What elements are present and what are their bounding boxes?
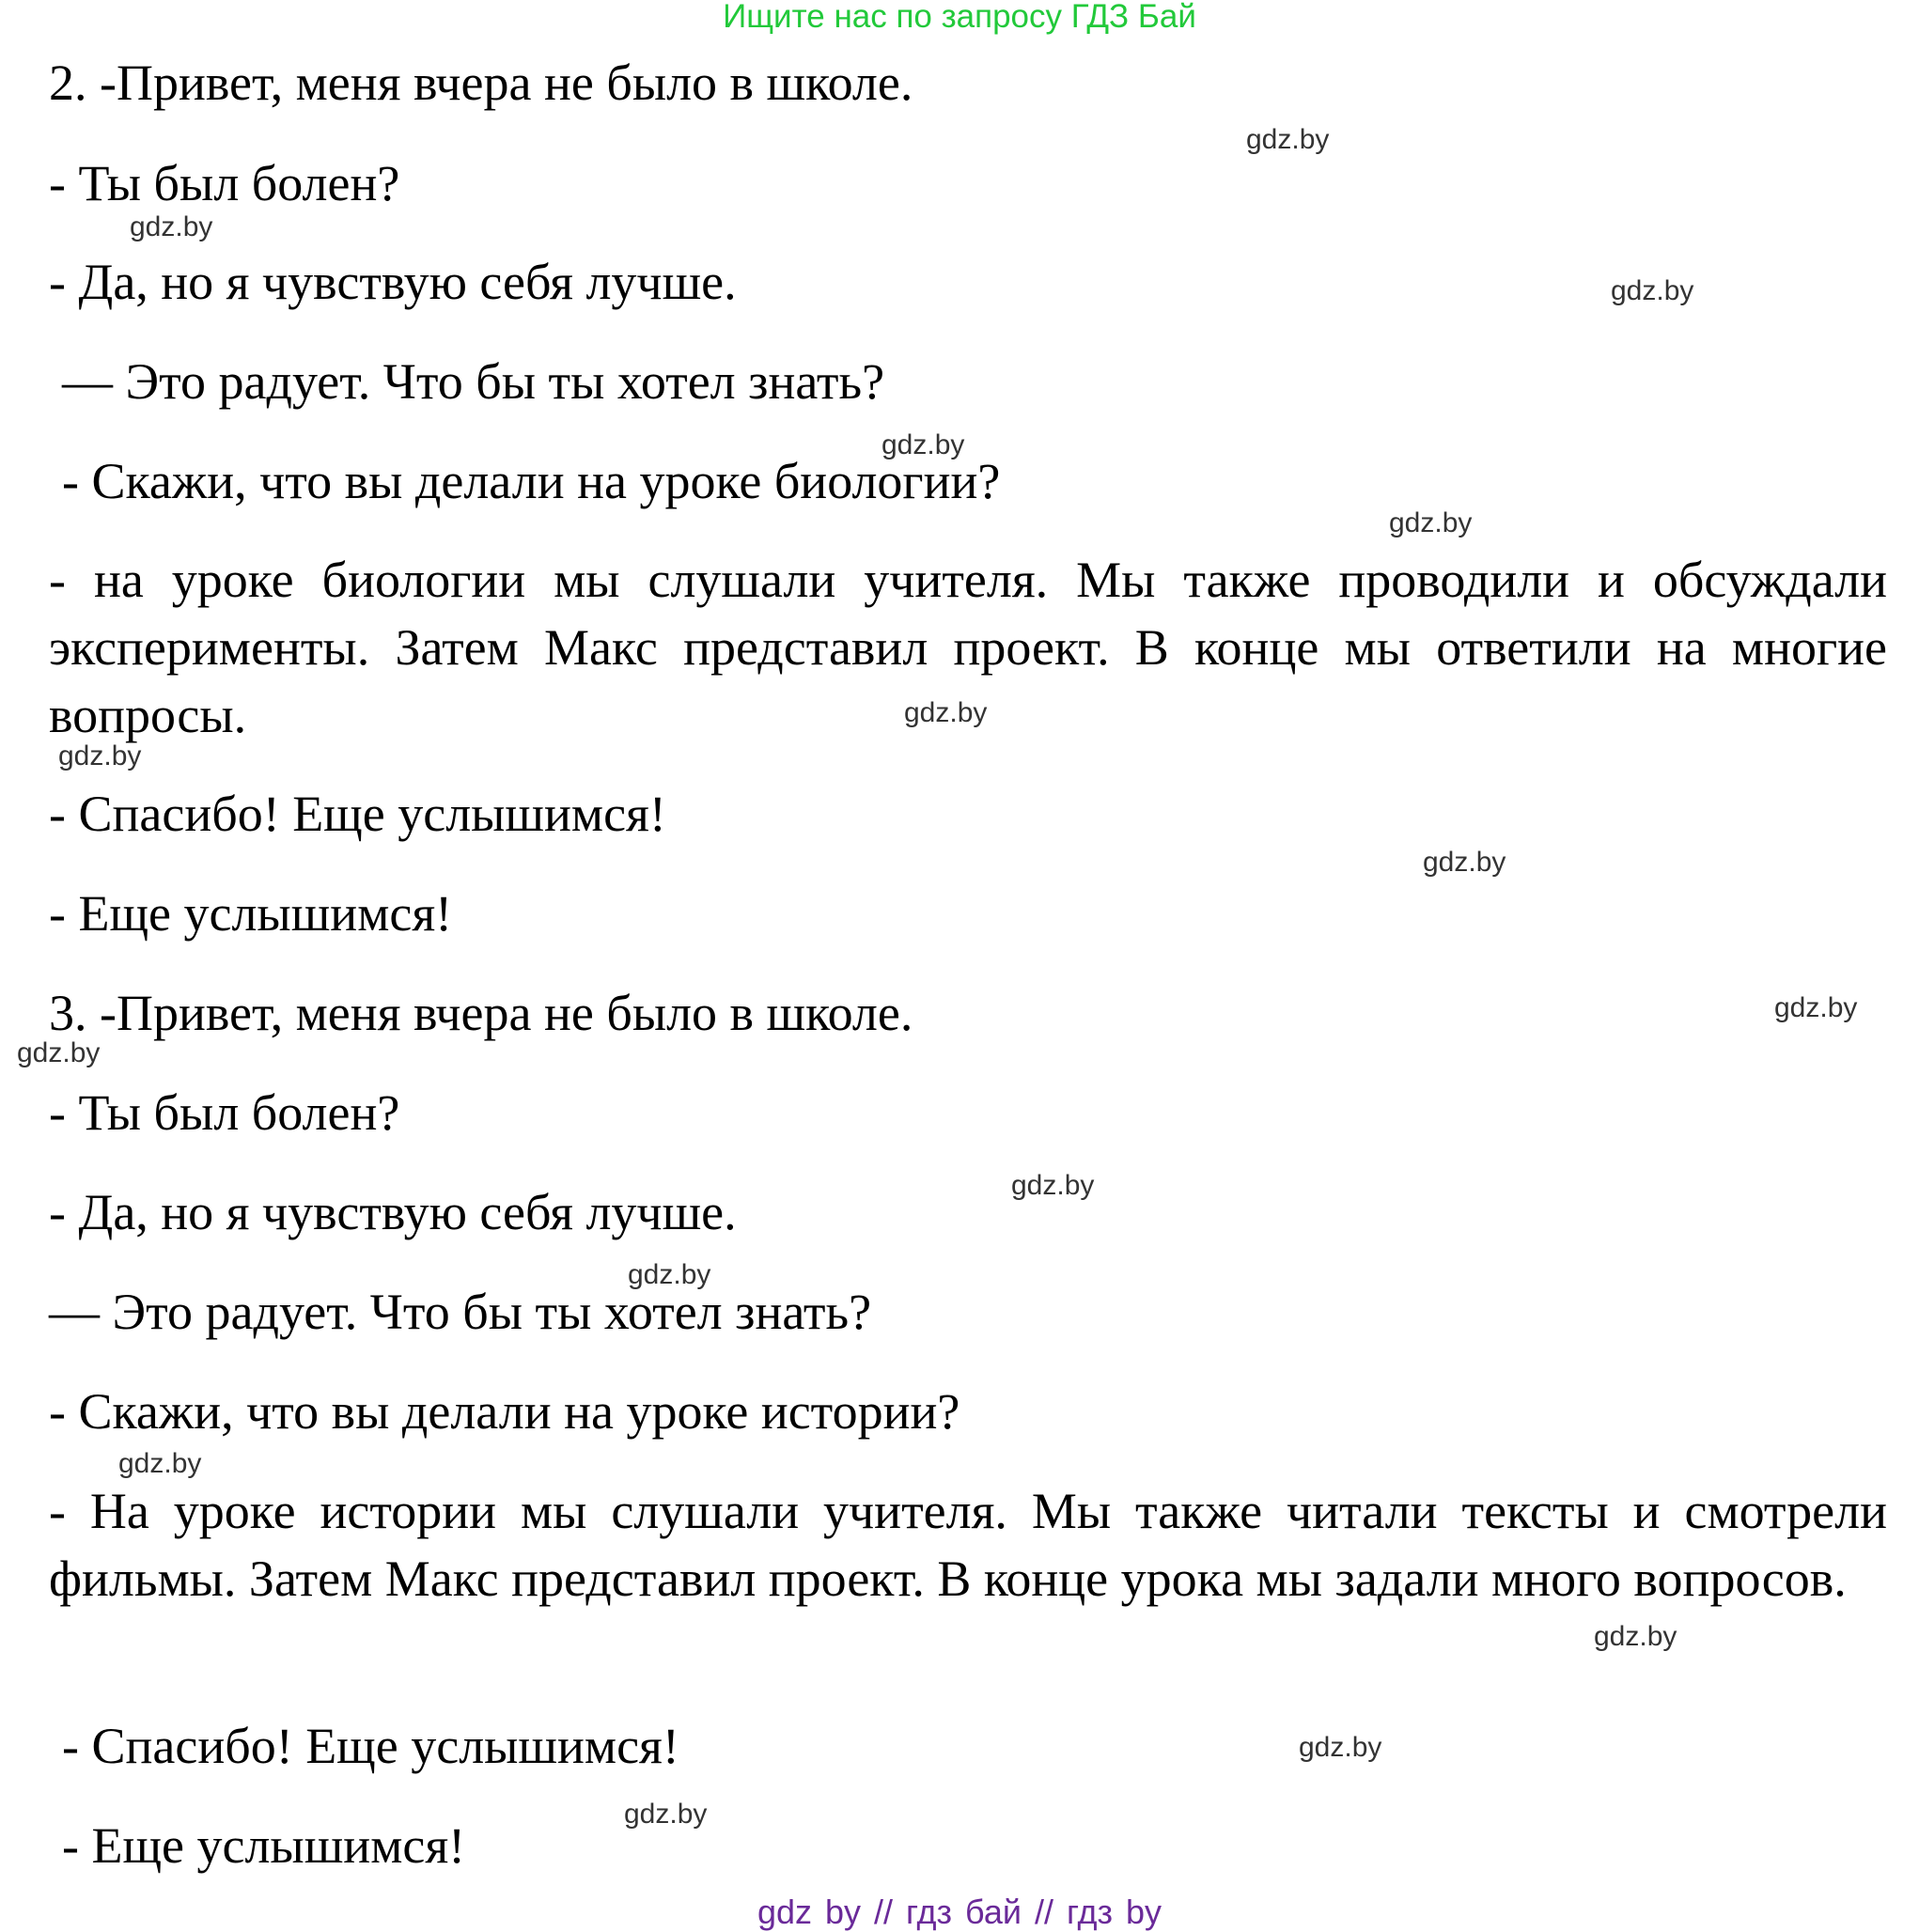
watermark: gdz.by — [1011, 1170, 1095, 1201]
dialog-3-answer: - На уроке истории мы слушали учителя. Мы также читали тексты и смотрели фильмы. Затем Макс представил проект. В конце урока мы задали много вопросов. — [49, 1483, 1887, 1607]
dialog-3-line-1: 3. -Привет, меня вчера не было в школе. — [49, 985, 913, 1041]
watermark: gdz.by — [1423, 847, 1506, 878]
dialog-3-line-7: - Спасибо! Еще услышимся! — [62, 1718, 679, 1774]
dialog-2-line-5: - Скажи, что вы делали на уроке биологии? — [62, 453, 1001, 509]
watermark: gdz.by — [1246, 124, 1330, 155]
dialog-3-line-4: — Это радует. Что бы ты хотел знать? — [49, 1284, 872, 1340]
watermark: gdz.by — [1611, 275, 1694, 306]
watermark: gdz.by — [118, 1448, 202, 1479]
dialog-2-line-1: 2. -Привет, меня вчера не было в школе. — [49, 55, 913, 111]
dialog-3-line-5: - Скажи, что вы делали на уроке истории? — [49, 1383, 960, 1440]
header-search-hint: Ищите нас по запросу ГДЗ Бай — [723, 0, 1196, 35]
watermark: gdz.by — [628, 1259, 711, 1290]
dialog-2-line-3: - Да, но я чувствую себя лучше. — [49, 254, 737, 310]
watermark: gdz.by — [624, 1799, 708, 1830]
dialog-2-line-7: - Спасибо! Еще услышимся! — [49, 786, 666, 842]
dialog-2-answer: - на уроке биологии мы слушали учителя. Мы также проводили и обсуждали эксперименты. Затем Макс представил проект. В конце мы ответили на многие вопросы. — [49, 552, 1887, 743]
watermark: gdz.by — [1594, 1621, 1677, 1652]
watermark: gdz.by — [130, 211, 213, 242]
dialog-2-line-8: - Еще услышимся! — [49, 885, 453, 942]
watermark: gdz.by — [1389, 507, 1473, 538]
watermark: gdz.by — [17, 1037, 101, 1068]
dialog-2-line-4: — Это радует. Что бы ты хотел знать? — [62, 353, 885, 410]
watermark: gdz.by — [904, 697, 988, 728]
dialog-3-line-3: - Да, но я чувствую себя лучше. — [49, 1184, 737, 1240]
dialog-3-line-2: - Ты был болен? — [49, 1084, 400, 1141]
footer-site-links: gdz by // гдз бай // гдз by — [757, 1893, 1162, 1931]
watermark: gdz.by — [1774, 992, 1858, 1023]
dialog-2-line-2: - Ты был болен? — [49, 155, 400, 211]
watermark: gdz.by — [881, 429, 965, 460]
watermark: gdz.by — [1299, 1732, 1382, 1763]
dialog-3-line-8: - Еще услышимся! — [62, 1817, 466, 1874]
watermark: gdz.by — [58, 740, 142, 771]
